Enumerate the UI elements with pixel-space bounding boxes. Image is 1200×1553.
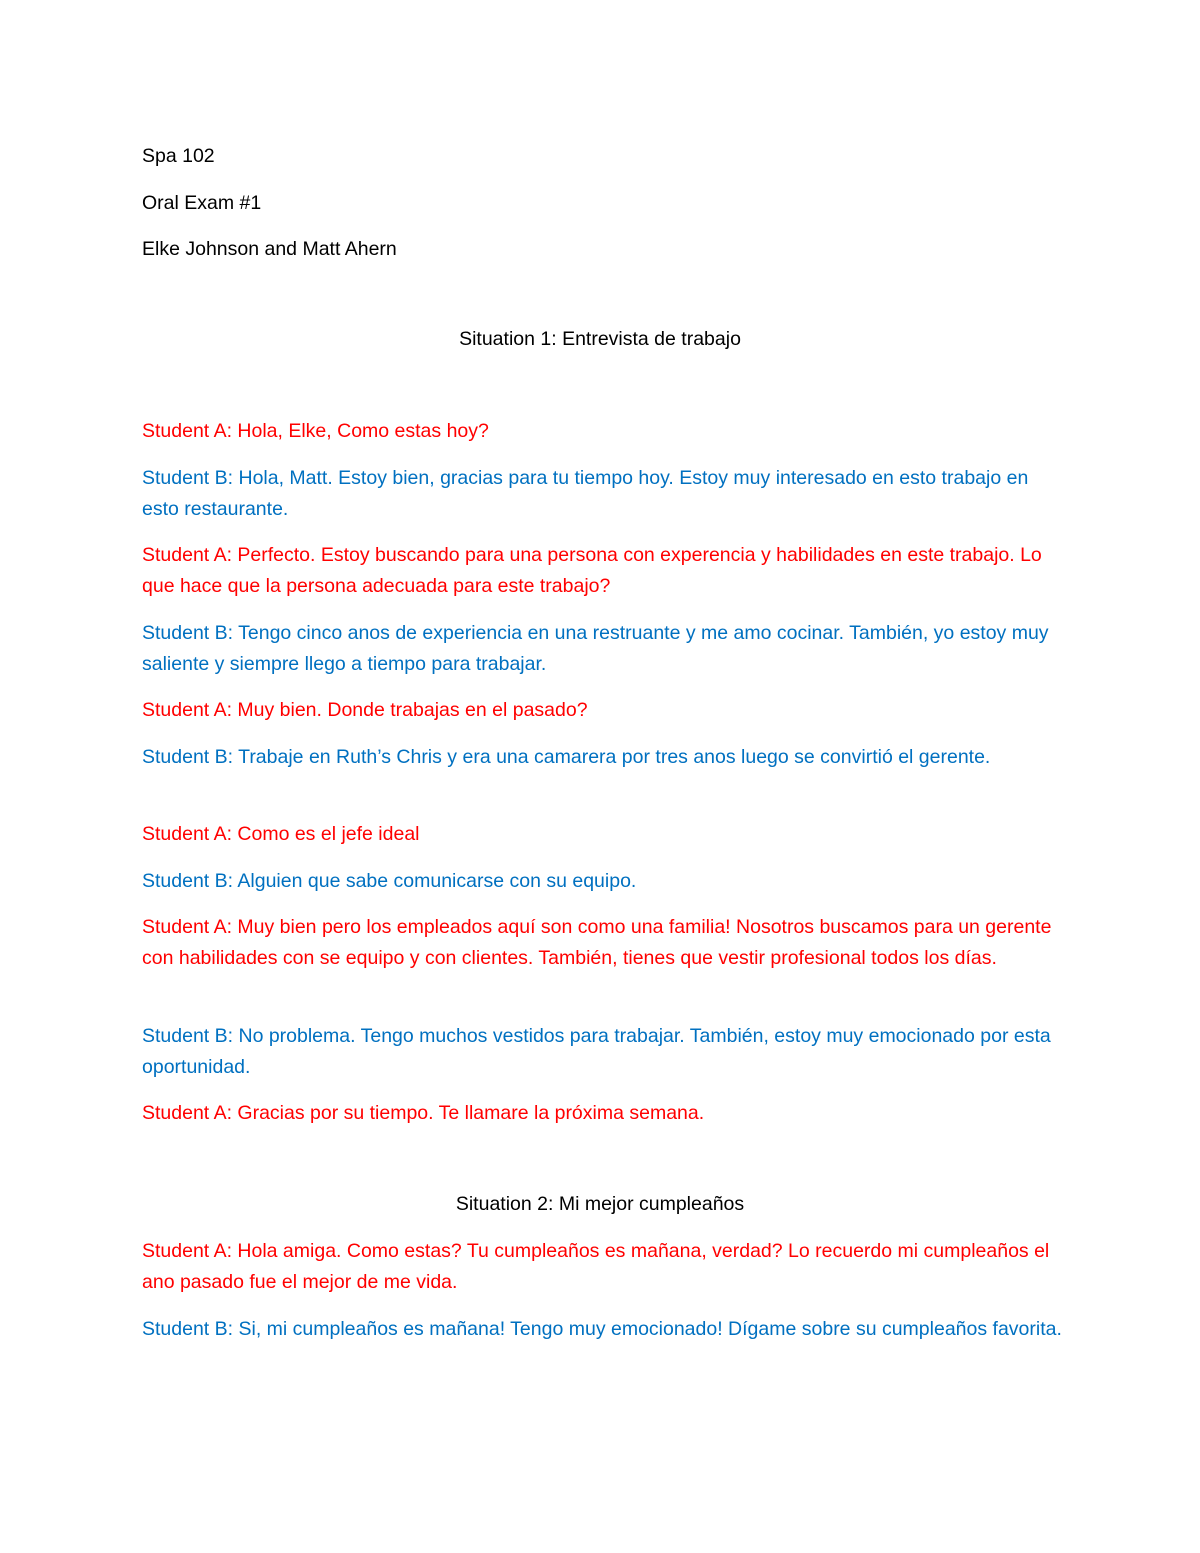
authors: Elke Johnson and Matt Ahern (142, 238, 397, 260)
dialogue-line-a: Student A: Gracias por su tiempo. Te llamare la próxima semana. (142, 1102, 705, 1124)
dialogue-line-a: Student A: Muy bien pero los empleados aquí son como una familia! Nosotros buscamos para un gerente con habilidades con se equipo y con clientes. También, tienes que vestir profesional todos los días. (142, 916, 1052, 969)
dialogue-line-b: Student B: Si, mi cumpleaños es mañana! Tengo muy emocionado! Dígame sobre su cumpleaños favorita. (142, 1318, 1062, 1340)
course-code: Spa 102 (142, 145, 215, 167)
dialogue-line-a: Student A: Como es el jefe ideal (142, 823, 420, 845)
exam-title: Oral Exam #1 (142, 192, 262, 214)
dialogue-line-b: Student B: No problema. Tengo muchos vestidos para trabajar. También, estoy muy emocionado por esta oportunidad. (142, 1025, 1051, 1078)
situation-2-title: Situation 2: Mi mejor cumpleaños (455, 1193, 745, 1215)
dialogue-line-b: Student B: Trabaje en Ruth’s Chris y era una camarera por tres anos luego se convirtió el gerente. (142, 746, 991, 768)
situation-1-title: Situation 1: Entrevista de trabajo (459, 328, 741, 350)
dialogue-line-a: Student A: Perfecto. Estoy buscando para una persona con experencia y habilidades en este trabajo. Lo que hace que la persona adecuada para este trabajo? (142, 544, 1042, 597)
dialogue-line-a: Student A: Muy bien. Donde trabajas en el pasado? (142, 699, 588, 721)
dialogue-line-b: Student B: Tengo cinco anos de experiencia en una restruante y me amo cocinar. También, yo estoy muy saliente y siempre llego a tiempo para trabajar. (142, 622, 1049, 675)
dialogue-line-b: Student B: Alguien que sabe comunicarse con su equipo. (142, 870, 637, 892)
dialogue-line-b: Student B: Hola, Matt. Estoy bien, gracias para tu tiempo hoy. Estoy muy interesado en esto trabajo en esto restaurante. (142, 467, 1029, 520)
dialogue-line-a: Student A: Hola amiga. Como estas? Tu cumpleaños es mañana, verdad? Lo recuerdo mi cumpleaños el ano pasado fue el mejor de me vida. (142, 1240, 1050, 1293)
dialogue-line-a: Student A: Hola, Elke, Como estas hoy? (142, 420, 489, 442)
